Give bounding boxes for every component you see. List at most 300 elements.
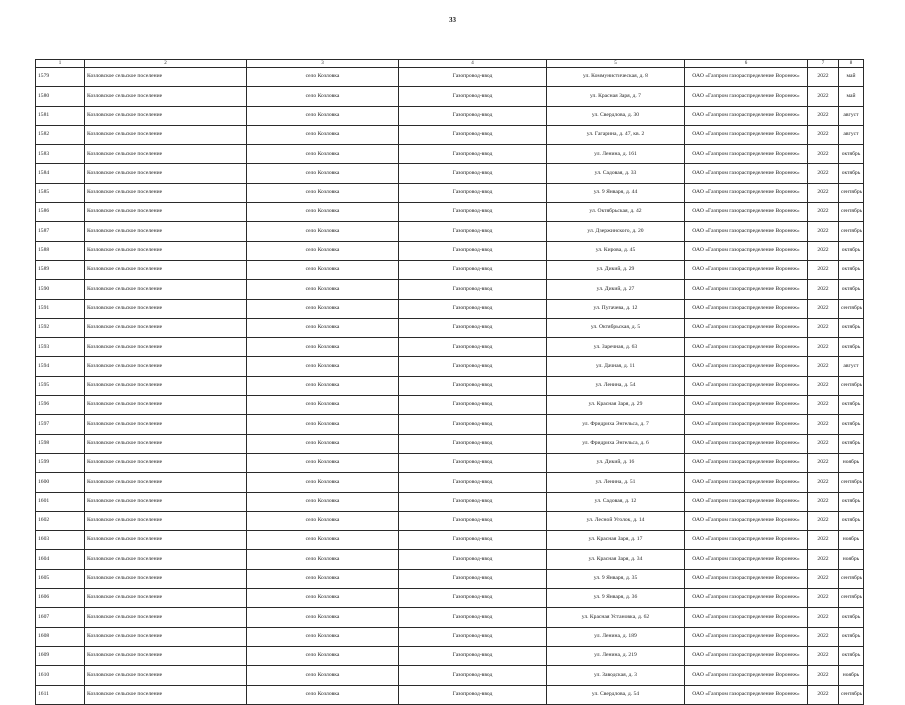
column-header-7: 7	[808, 60, 839, 68]
cell-settlement: Козловское сельское поселение	[85, 280, 247, 299]
cell-address: ул. Красная Заря, д. 29	[547, 396, 685, 415]
cell-settlement: Козловское сельское поселение	[85, 531, 247, 550]
cell-year: 2022	[808, 357, 839, 376]
cell-locality: село Козловка	[247, 87, 399, 106]
cell-row-number: 1609	[36, 646, 85, 665]
cell-year: 2022	[808, 260, 839, 279]
cell-locality: село Козловка	[247, 589, 399, 608]
cell-settlement: Козловское сельское поселение	[85, 222, 247, 241]
column-header-6: 6	[685, 60, 808, 68]
cell-object-type: Газопровод-ввод	[399, 203, 547, 222]
cell-object-type: Газопровод-ввод	[399, 396, 547, 415]
cell-settlement: Козловское сельское поселение	[85, 241, 247, 260]
cell-object-type: Газопровод-ввод	[399, 627, 547, 646]
table-row	[36, 145, 864, 164]
cell-row-number: 1591	[36, 299, 85, 318]
cell-row-number: 1595	[36, 376, 85, 395]
cell-address: ул. Заречная, д. 63	[547, 338, 685, 357]
cell-settlement: Козловское сельское поселение	[85, 125, 247, 144]
cell-address: ул. 9 Января, д. 44	[547, 183, 685, 202]
cell-address: ул. Дикий, д. 16	[547, 453, 685, 472]
table-row	[36, 666, 864, 685]
cell-row-number: 1602	[36, 511, 85, 530]
cell-organization: ОАО «Газпром газораспределение Воронеж»	[685, 666, 808, 685]
cell-year: 2022	[808, 396, 839, 415]
cell-row-number: 1610	[36, 666, 85, 685]
cell-address: ул. Ленина, д. 219	[547, 646, 685, 665]
table-row	[36, 106, 864, 125]
cell-row-number: 1586	[36, 203, 85, 222]
cell-row-number: 1608	[36, 627, 85, 646]
cell-organization: ОАО «Газпром газораспределение Воронеж»	[685, 569, 808, 588]
page-number: 33	[449, 16, 456, 24]
cell-object-type: Газопровод-ввод	[399, 685, 547, 704]
cell-locality: село Козловка	[247, 260, 399, 279]
table-row	[36, 646, 864, 665]
cell-month: ноябрь	[839, 666, 864, 685]
table-row	[36, 357, 864, 376]
cell-address: ул. Ленина, д. 54	[547, 376, 685, 395]
cell-year: 2022	[808, 280, 839, 299]
cell-organization: ОАО «Газпром газораспределение Воронеж»	[685, 550, 808, 569]
cell-object-type: Газопровод-ввод	[399, 646, 547, 665]
cell-organization: ОАО «Газпром газораспределение Воронеж»	[685, 338, 808, 357]
cell-organization: ОАО «Газпром газораспределение Воронеж»	[685, 357, 808, 376]
cell-row-number: 1590	[36, 280, 85, 299]
cell-settlement: Козловское сельское поселение	[85, 145, 247, 164]
cell-object-type: Газопровод-ввод	[399, 222, 547, 241]
cell-organization: ОАО «Газпром газораспределение Воронеж»	[685, 531, 808, 550]
cell-organization: ОАО «Газпром газораспределение Воронеж»	[685, 415, 808, 434]
cell-object-type: Газопровод-ввод	[399, 608, 547, 627]
cell-object-type: Газопровод-ввод	[399, 376, 547, 395]
table-row	[36, 685, 864, 704]
cell-organization: ОАО «Газпром газораспределение Воронеж»	[685, 260, 808, 279]
table-row	[36, 531, 864, 550]
cell-settlement: Козловское сельское поселение	[85, 164, 247, 183]
cell-year: 2022	[808, 685, 839, 704]
cell-organization: ОАО «Газпром газораспределение Воронеж»	[685, 608, 808, 627]
cell-locality: село Козловка	[247, 473, 399, 492]
table-row	[36, 492, 864, 511]
cell-month: август	[839, 106, 864, 125]
cell-object-type: Газопровод-ввод	[399, 125, 547, 144]
cell-locality: село Козловка	[247, 608, 399, 627]
cell-month: октябрь	[839, 241, 864, 260]
cell-month: май	[839, 87, 864, 106]
cell-locality: село Козловка	[247, 241, 399, 260]
cell-row-number: 1606	[36, 589, 85, 608]
table-row	[36, 627, 864, 646]
cell-settlement: Козловское сельское поселение	[85, 415, 247, 434]
cell-address: ул. Дзержинского, д. 20	[547, 222, 685, 241]
cell-month: октябрь	[839, 338, 864, 357]
cell-settlement: Козловское сельское поселение	[85, 589, 247, 608]
header-row	[36, 60, 864, 68]
cell-month: ноябрь	[839, 550, 864, 569]
cell-locality: село Козловка	[247, 531, 399, 550]
table-row	[36, 396, 864, 415]
cell-row-number: 1588	[36, 241, 85, 260]
cell-locality: село Козловка	[247, 646, 399, 665]
cell-object-type: Газопровод-ввод	[399, 106, 547, 125]
cell-address: ул. Ленина, д. 189	[547, 627, 685, 646]
cell-month: октябрь	[839, 434, 864, 453]
cell-organization: ОАО «Газпром газораспределение Воронеж»	[685, 87, 808, 106]
table-row	[36, 589, 864, 608]
cell-row-number: 1587	[36, 222, 85, 241]
cell-row-number: 1580	[36, 87, 85, 106]
cell-locality: село Козловка	[247, 415, 399, 434]
cell-organization: ОАО «Газпром газораспределение Воронеж»	[685, 125, 808, 144]
cell-settlement: Козловское сельское поселение	[85, 453, 247, 472]
cell-row-number: 1596	[36, 396, 85, 415]
cell-locality: село Козловка	[247, 357, 399, 376]
cell-settlement: Козловское сельское поселение	[85, 183, 247, 202]
cell-year: 2022	[808, 646, 839, 665]
cell-locality: село Козловка	[247, 106, 399, 125]
table-row	[36, 125, 864, 144]
cell-address: ул. Коммунистическая, д. 8	[547, 68, 685, 87]
cell-month: сентябрь	[839, 473, 864, 492]
cell-organization: ОАО «Газпром газораспределение Воронеж»	[685, 164, 808, 183]
cell-object-type: Газопровод-ввод	[399, 453, 547, 472]
cell-row-number: 1593	[36, 338, 85, 357]
gas-pipeline-table	[35, 59, 864, 705]
cell-organization: ОАО «Газпром газораспределение Воронеж»	[685, 183, 808, 202]
cell-locality: село Козловка	[247, 318, 399, 337]
cell-object-type: Газопровод-ввод	[399, 68, 547, 87]
cell-address: ул. Красная Заря, д. 17	[547, 531, 685, 550]
cell-settlement: Козловское сельское поселение	[85, 685, 247, 704]
cell-object-type: Газопровод-ввод	[399, 569, 547, 588]
cell-locality: село Козловка	[247, 164, 399, 183]
cell-month: октябрь	[839, 318, 864, 337]
cell-row-number: 1592	[36, 318, 85, 337]
cell-row-number: 1581	[36, 106, 85, 125]
cell-year: 2022	[808, 608, 839, 627]
cell-organization: ОАО «Газпром газораспределение Воронеж»	[685, 434, 808, 453]
cell-organization: ОАО «Газпром газораспределение Воронеж»	[685, 473, 808, 492]
cell-address: ул. Ленина, д. 51	[547, 473, 685, 492]
table-row	[36, 68, 864, 87]
table-row	[36, 280, 864, 299]
cell-locality: село Козловка	[247, 685, 399, 704]
cell-locality: село Козловка	[247, 203, 399, 222]
cell-object-type: Газопровод-ввод	[399, 164, 547, 183]
cell-settlement: Козловское сельское поселение	[85, 376, 247, 395]
column-header-3: 3	[247, 60, 399, 68]
cell-year: 2022	[808, 434, 839, 453]
cell-row-number: 1579	[36, 68, 85, 87]
cell-object-type: Газопровод-ввод	[399, 473, 547, 492]
cell-settlement: Козловское сельское поселение	[85, 203, 247, 222]
cell-year: 2022	[808, 203, 839, 222]
cell-address: ул. Свердлова, д. 54	[547, 685, 685, 704]
table-row	[36, 434, 864, 453]
cell-month: октябрь	[839, 396, 864, 415]
table-row	[36, 203, 864, 222]
cell-settlement: Козловское сельское поселение	[85, 318, 247, 337]
cell-address: ул. Дикий, д. 29	[547, 260, 685, 279]
column-header-5: 5	[547, 60, 685, 68]
cell-locality: село Козловка	[247, 511, 399, 530]
cell-object-type: Газопровод-ввод	[399, 299, 547, 318]
table-row	[36, 241, 864, 260]
cell-year: 2022	[808, 222, 839, 241]
cell-settlement: Козловское сельское поселение	[85, 87, 247, 106]
cell-object-type: Газопровод-ввод	[399, 666, 547, 685]
cell-month: октябрь	[839, 260, 864, 279]
cell-settlement: Козловское сельское поселение	[85, 627, 247, 646]
cell-year: 2022	[808, 511, 839, 530]
cell-row-number: 1599	[36, 453, 85, 472]
column-header-2: 2	[85, 60, 247, 68]
column-header-1: 1	[36, 60, 85, 68]
cell-month: сентябрь	[839, 376, 864, 395]
cell-year: 2022	[808, 531, 839, 550]
cell-year: 2022	[808, 183, 839, 202]
cell-year: 2022	[808, 569, 839, 588]
cell-year: 2022	[808, 473, 839, 492]
cell-year: 2022	[808, 318, 839, 337]
cell-locality: село Козловка	[247, 434, 399, 453]
cell-month: сентябрь	[839, 685, 864, 704]
cell-year: 2022	[808, 125, 839, 144]
cell-month: октябрь	[839, 608, 864, 627]
cell-address: ул. Красная Заря, д. 34	[547, 550, 685, 569]
cell-organization: ОАО «Газпром газораспределение Воронеж»	[685, 396, 808, 415]
cell-settlement: Козловское сельское поселение	[85, 646, 247, 665]
cell-object-type: Газопровод-ввод	[399, 550, 547, 569]
cell-month: май	[839, 68, 864, 87]
cell-organization: ОАО «Газпром газораспределение Воронеж»	[685, 627, 808, 646]
cell-settlement: Козловское сельское поселение	[85, 299, 247, 318]
cell-year: 2022	[808, 338, 839, 357]
cell-organization: ОАО «Газпром газораспределение Воронеж»	[685, 68, 808, 87]
cell-address: ул. Пугачева, д. 12	[547, 299, 685, 318]
table-row	[36, 260, 864, 279]
cell-row-number: 1604	[36, 550, 85, 569]
cell-locality: село Козловка	[247, 338, 399, 357]
cell-object-type: Газопровод-ввод	[399, 492, 547, 511]
cell-month: август	[839, 357, 864, 376]
cell-address: ул. Фридриха Энгельса, д. 7	[547, 415, 685, 434]
cell-locality: село Козловка	[247, 376, 399, 395]
cell-month: октябрь	[839, 646, 864, 665]
cell-month: октябрь	[839, 492, 864, 511]
cell-address: ул. Октябрьская, д. 42	[547, 203, 685, 222]
cell-address: ул. Заводская, д. 3	[547, 666, 685, 685]
table-row	[36, 183, 864, 202]
cell-locality: село Козловка	[247, 453, 399, 472]
cell-year: 2022	[808, 106, 839, 125]
cell-month: сентябрь	[839, 222, 864, 241]
cell-settlement: Козловское сельское поселение	[85, 338, 247, 357]
cell-address: ул. Кирова, д. 45	[547, 241, 685, 260]
cell-locality: село Козловка	[247, 222, 399, 241]
cell-locality: село Козловка	[247, 492, 399, 511]
cell-settlement: Козловское сельское поселение	[85, 492, 247, 511]
cell-settlement: Козловское сельское поселение	[85, 666, 247, 685]
table-row	[36, 569, 864, 588]
cell-locality: село Козловка	[247, 280, 399, 299]
cell-settlement: Козловское сельское поселение	[85, 511, 247, 530]
cell-organization: ОАО «Газпром газораспределение Воронеж»	[685, 222, 808, 241]
cell-address: ул. Лесной Уголок, д. 14	[547, 511, 685, 530]
cell-address: ул. Свердлова, д. 30	[547, 106, 685, 125]
cell-year: 2022	[808, 145, 839, 164]
table-row	[36, 376, 864, 395]
cell-locality: село Козловка	[247, 68, 399, 87]
cell-organization: ОАО «Газпром газораспределение Воронеж»	[685, 646, 808, 665]
table-row	[36, 299, 864, 318]
cell-month: октябрь	[839, 511, 864, 530]
cell-settlement: Козловское сельское поселение	[85, 106, 247, 125]
cell-year: 2022	[808, 550, 839, 569]
cell-month: сентябрь	[839, 203, 864, 222]
cell-locality: село Козловка	[247, 627, 399, 646]
cell-month: октябрь	[839, 145, 864, 164]
cell-year: 2022	[808, 68, 839, 87]
cell-object-type: Газопровод-ввод	[399, 145, 547, 164]
cell-row-number: 1585	[36, 183, 85, 202]
cell-row-number: 1611	[36, 685, 85, 704]
cell-organization: ОАО «Газпром газораспределение Воронеж»	[685, 453, 808, 472]
cell-settlement: Козловское сельское поселение	[85, 260, 247, 279]
cell-object-type: Газопровод-ввод	[399, 434, 547, 453]
cell-object-type: Газопровод-ввод	[399, 183, 547, 202]
cell-address: ул. Октябрьская, д. 5	[547, 318, 685, 337]
cell-address: ул. Дикий, д. 27	[547, 280, 685, 299]
cell-month: октябрь	[839, 280, 864, 299]
cell-month: октябрь	[839, 164, 864, 183]
cell-row-number: 1603	[36, 531, 85, 550]
table-row	[36, 511, 864, 530]
cell-month: сентябрь	[839, 299, 864, 318]
cell-address: ул. Садовая, д. 12	[547, 492, 685, 511]
cell-organization: ОАО «Газпром газораспределение Воронеж»	[685, 376, 808, 395]
cell-month: сентябрь	[839, 569, 864, 588]
cell-organization: ОАО «Газпром газораспределение Воронеж»	[685, 145, 808, 164]
cell-address: ул. Ленина, д. 161	[547, 145, 685, 164]
cell-locality: село Козловка	[247, 125, 399, 144]
cell-organization: ОАО «Газпром газораспределение Воронеж»	[685, 280, 808, 299]
table-row	[36, 453, 864, 472]
table-row	[36, 608, 864, 627]
table-row	[36, 415, 864, 434]
cell-year: 2022	[808, 453, 839, 472]
column-header-4: 4	[399, 60, 547, 68]
table-row	[36, 164, 864, 183]
cell-row-number: 1594	[36, 357, 85, 376]
cell-object-type: Газопровод-ввод	[399, 531, 547, 550]
cell-object-type: Газопровод-ввод	[399, 357, 547, 376]
cell-address: ул. Гагарина, д. 47, кв. 2	[547, 125, 685, 144]
cell-locality: село Козловка	[247, 666, 399, 685]
cell-settlement: Козловское сельское поселение	[85, 550, 247, 569]
cell-address: ул. 9 Января, д. 35	[547, 569, 685, 588]
cell-row-number: 1601	[36, 492, 85, 511]
cell-object-type: Газопровод-ввод	[399, 318, 547, 337]
cell-address: ул. Красная Установка, д. 62	[547, 608, 685, 627]
table-row	[36, 318, 864, 337]
cell-address: ул. Дачная, д. 11	[547, 357, 685, 376]
cell-locality: село Козловка	[247, 569, 399, 588]
cell-settlement: Козловское сельское поселение	[85, 396, 247, 415]
cell-organization: ОАО «Газпром газораспределение Воронеж»	[685, 511, 808, 530]
cell-locality: село Козловка	[247, 396, 399, 415]
cell-month: октябрь	[839, 415, 864, 434]
cell-settlement: Козловское сельское поселение	[85, 608, 247, 627]
cell-object-type: Газопровод-ввод	[399, 415, 547, 434]
cell-object-type: Газопровод-ввод	[399, 87, 547, 106]
cell-year: 2022	[808, 87, 839, 106]
cell-organization: ОАО «Газпром газораспределение Воронеж»	[685, 589, 808, 608]
cell-organization: ОАО «Газпром газораспределение Воронеж»	[685, 241, 808, 260]
cell-row-number: 1605	[36, 569, 85, 588]
cell-year: 2022	[808, 589, 839, 608]
table-body	[36, 68, 864, 705]
table-row	[36, 473, 864, 492]
cell-year: 2022	[808, 415, 839, 434]
cell-locality: село Козловка	[247, 145, 399, 164]
cell-organization: ОАО «Газпром газораспределение Воронеж»	[685, 492, 808, 511]
cell-month: октябрь	[839, 627, 864, 646]
cell-year: 2022	[808, 627, 839, 646]
cell-year: 2022	[808, 299, 839, 318]
cell-settlement: Козловское сельское поселение	[85, 473, 247, 492]
cell-settlement: Козловское сельское поселение	[85, 569, 247, 588]
cell-organization: ОАО «Газпром газораспределение Воронеж»	[685, 106, 808, 125]
cell-object-type: Газопровод-ввод	[399, 511, 547, 530]
cell-year: 2022	[808, 666, 839, 685]
cell-address: ул. Красная Заря, д. 7	[547, 87, 685, 106]
cell-year: 2022	[808, 241, 839, 260]
cell-row-number: 1584	[36, 164, 85, 183]
cell-month: ноябрь	[839, 453, 864, 472]
cell-month: ноябрь	[839, 531, 864, 550]
cell-address: ул. 9 Января, д. 36	[547, 589, 685, 608]
cell-settlement: Козловское сельское поселение	[85, 434, 247, 453]
cell-object-type: Газопровод-ввод	[399, 338, 547, 357]
table-row	[36, 550, 864, 569]
cell-address: ул. Фридриха Энгельса, д. 6	[547, 434, 685, 453]
cell-object-type: Газопровод-ввод	[399, 280, 547, 299]
cell-object-type: Газопровод-ввод	[399, 589, 547, 608]
cell-row-number: 1597	[36, 415, 85, 434]
cell-year: 2022	[808, 376, 839, 395]
table-row	[36, 87, 864, 106]
cell-locality: село Козловка	[247, 550, 399, 569]
cell-month: август	[839, 125, 864, 144]
cell-row-number: 1600	[36, 473, 85, 492]
cell-row-number: 1589	[36, 260, 85, 279]
cell-organization: ОАО «Газпром газораспределение Воронеж»	[685, 318, 808, 337]
cell-settlement: Козловское сельское поселение	[85, 68, 247, 87]
table-row	[36, 338, 864, 357]
cell-row-number: 1598	[36, 434, 85, 453]
cell-object-type: Газопровод-ввод	[399, 260, 547, 279]
table-row	[36, 222, 864, 241]
cell-address: ул. Садовая, д. 33	[547, 164, 685, 183]
cell-row-number: 1582	[36, 125, 85, 144]
cell-year: 2022	[808, 492, 839, 511]
cell-locality: село Козловка	[247, 183, 399, 202]
cell-organization: ОАО «Газпром газораспределение Воронеж»	[685, 685, 808, 704]
cell-locality: село Козловка	[247, 299, 399, 318]
cell-row-number: 1583	[36, 145, 85, 164]
